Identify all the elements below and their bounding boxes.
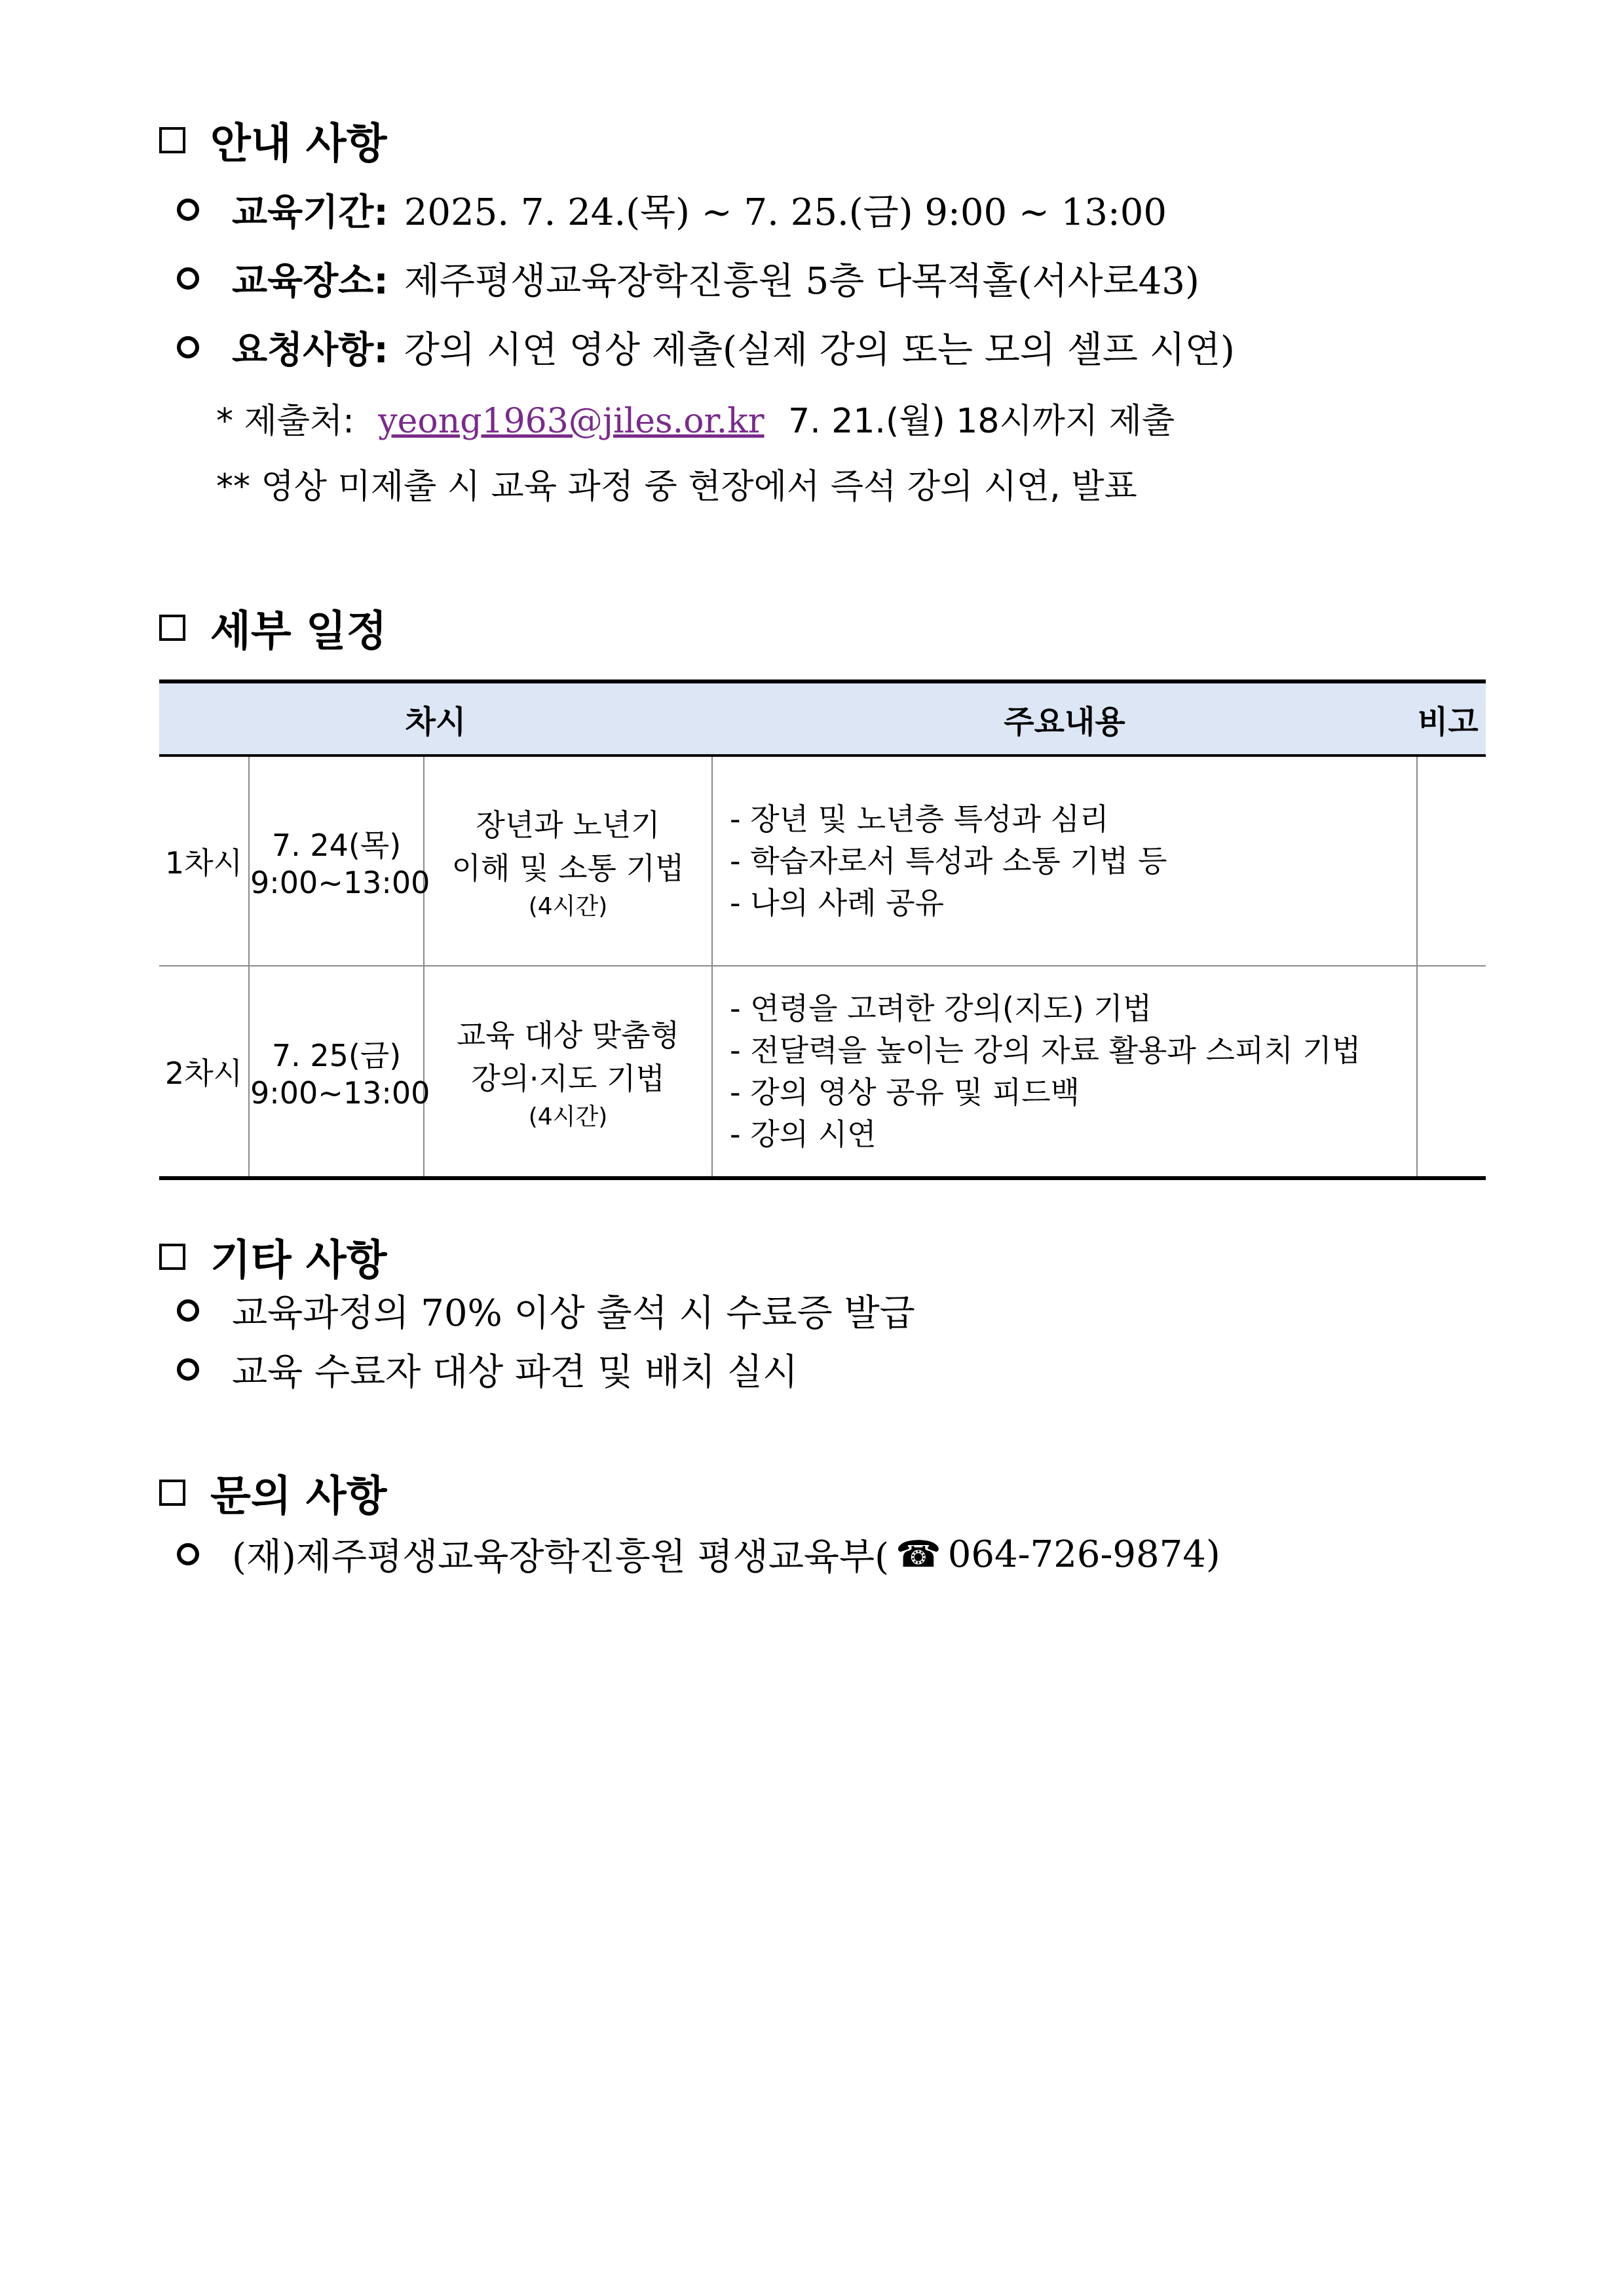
table-header-row: [159, 681, 1486, 756]
info-request: [177, 321, 1235, 373]
session-cell: 1차시: [159, 756, 249, 966]
submit-note: [216, 393, 1175, 442]
schedule-table: [159, 679, 1486, 1180]
location-value: 제주평생교육장학진흥원 5층 다목적홀(서사로43): [404, 260, 1199, 303]
date-cell: [249, 966, 430, 1178]
section-other-title: 기타 사항: [210, 1236, 387, 1285]
date-text: 7. 25(금): [271, 1038, 402, 1073]
time-text: 9:00~13:00: [250, 865, 430, 900]
header-session: 차시: [159, 681, 712, 756]
other-item: [177, 1284, 915, 1337]
hours-text: (4시간): [528, 892, 608, 920]
submit-note-deadline: 7. 21.(월) 18시까지 제출: [788, 402, 1175, 441]
content-item: - 전달력을 높이는 강의 자료 활용과 스피치 기법: [730, 1033, 1361, 1068]
circle-bullet-icon: [177, 199, 199, 221]
contact-line: [177, 1528, 1220, 1580]
submit-note-prefix: * 제출처:: [216, 402, 354, 441]
section-contact-title: 문의 사항: [210, 1472, 387, 1521]
other-item: [177, 1343, 798, 1396]
header-content: 주요내용: [712, 681, 1417, 756]
remarks-cell: [1417, 966, 1486, 1178]
header-remarks: 비고: [1417, 681, 1486, 756]
square-icon: [159, 615, 185, 641]
circle-bullet-icon: [177, 267, 199, 290]
location-label: 교육장소:: [232, 260, 388, 303]
section-info-title: 안내 사항: [210, 120, 387, 168]
section-schedule-header: [159, 598, 387, 658]
topic-cell: [424, 966, 712, 1178]
no-submit-note: ** 영상 미제출 시 교육 과정 중 현장에서 즉석 강의 시연, 발표: [216, 467, 1137, 507]
date-cell: [249, 756, 430, 966]
other-item-text: 교육과정의 70% 이상 출석 시 수료증 발급: [232, 1292, 915, 1335]
info-location: [177, 252, 1199, 305]
remarks-cell: [1417, 756, 1486, 966]
time-text: 9:00~13:00: [250, 1075, 430, 1111]
topic-cell: [424, 756, 712, 966]
square-icon: [159, 127, 185, 153]
content-item: - 강의 시연: [730, 1117, 877, 1152]
hours-text: (4시간): [528, 1103, 608, 1130]
date-text: 7. 24(목): [271, 828, 402, 863]
info-period: [177, 183, 1167, 236]
topic-line: 이해 및 소통 기법: [451, 850, 685, 886]
content-item: - 연령을 고려한 강의(지도) 기법: [730, 991, 1152, 1026]
content-item: - 강의 영상 공유 및 피드백: [730, 1075, 1080, 1110]
content-cell: [712, 756, 1417, 966]
square-icon: [159, 1480, 185, 1506]
period-value: 2025. 7. 24.(목) ~ 7. 25.(금) 9:00 ~ 13:00: [404, 191, 1167, 234]
request-label: 요청사항:: [232, 329, 388, 372]
section-info-header: [159, 110, 387, 170]
table-row: [159, 966, 1486, 1178]
circle-bullet-icon: [177, 1299, 199, 1322]
section-schedule-title: 세부 일정: [210, 607, 387, 656]
content-item: - 나의 사례 공유: [730, 885, 945, 921]
session-cell: 2차시: [159, 966, 249, 1178]
content-item: - 학습자로서 특성과 소통 기법 등: [730, 843, 1167, 879]
submit-email-link[interactable]: yeong1963@jiles.or.kr: [378, 402, 765, 441]
circle-bullet-icon: [177, 336, 199, 358]
period-label: 교육기간:: [232, 191, 388, 234]
content-cell: [712, 966, 1417, 1178]
contact-org: (재)제주평생교육장학진흥원 평생교육부(: [232, 1536, 889, 1578]
other-item-text: 교육 수료자 대상 파견 및 배치 실시: [232, 1351, 799, 1394]
section-other-header: [159, 1227, 387, 1287]
phone-icon: ☎: [895, 1533, 941, 1576]
contact-phone: 064-726-9874): [947, 1533, 1220, 1576]
table-row: [159, 756, 1486, 966]
topic-line: 강의·지도 기법: [471, 1060, 665, 1096]
circle-bullet-icon: [177, 1543, 199, 1565]
square-icon: [159, 1244, 185, 1270]
topic-line: 교육 대상 맞춤형: [456, 1017, 680, 1053]
content-item: - 장년 및 노년층 특성과 심리: [730, 801, 1109, 837]
circle-bullet-icon: [177, 1358, 199, 1381]
section-contact-header: [159, 1463, 387, 1523]
topic-line: 장년과 노년기: [476, 807, 660, 843]
request-value: 강의 시연 영상 제출(실제 강의 또는 모의 셀프 시연): [404, 329, 1235, 372]
